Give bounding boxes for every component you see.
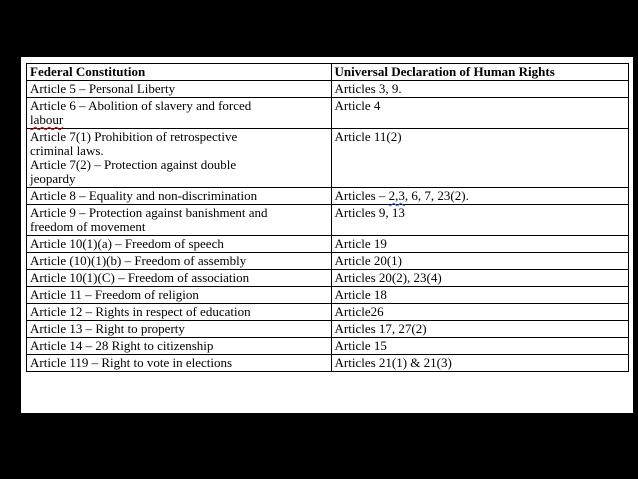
table-row [27, 205, 629, 236]
table-row [27, 338, 629, 355]
table-header-row [27, 64, 629, 81]
row-udhr-cell: Articles 9, 13 [331, 205, 629, 236]
row-udhr-cell: Articles 20(2), 23(4) [331, 270, 629, 287]
row-udhr-cell: Article 19 [331, 236, 629, 253]
cell-line: Article (10)(1)(b) – Freedom of assembly [30, 253, 247, 268]
row-udhr-cell: Article 20(1) [331, 253, 629, 270]
cell-line: Article 13 – Right to property [30, 321, 185, 336]
row-fc-cell [27, 304, 332, 321]
cell-line: Article 6 – Abolition of slavery and forced [30, 98, 252, 113]
cell-line: Article 10(1)(C) – Freedom of association [30, 270, 250, 285]
cell-line: criminal laws. [30, 143, 104, 158]
row-fc-cell [27, 236, 332, 253]
row-fc-cell [27, 98, 332, 129]
cell-prefix: Articles – [334, 188, 389, 203]
row-fc-cell [27, 129, 332, 188]
header-federal-constitution: Federal Constitution [27, 64, 332, 81]
cell-line: Article 9 – Protection against banishment and [30, 205, 268, 220]
cell-line: Article 11 – Freedom of religion [30, 287, 199, 302]
cell-line: Article 8 – Equality and non-discrimination [30, 188, 258, 203]
table-row [27, 129, 629, 188]
row-udhr-cell: Article 4 [331, 98, 629, 129]
table-row [27, 253, 629, 270]
row-udhr-cell: Articles 17, 27(2) [331, 321, 629, 338]
row-udhr-cell: Article26 [331, 304, 629, 321]
row-fc-cell [27, 338, 332, 355]
row-udhr-cell: Articles 3, 9. [331, 81, 629, 98]
table-row [27, 355, 629, 372]
table-row [27, 81, 629, 98]
table-row [27, 304, 629, 321]
row-fc-cell [27, 355, 332, 372]
table-row [27, 98, 629, 129]
row-fc-cell [27, 188, 332, 205]
row-udhr-cell: Article 15 [331, 338, 629, 355]
table-row [27, 188, 629, 205]
cell-line: Article 7(1) Prohibition of retrospective [30, 129, 238, 144]
cell-line: Article 10(1)(a) – Freedom of speech [30, 236, 224, 251]
cell-line: Article 7(2) – Protection against double [30, 157, 237, 172]
header-udhr: Universal Declaration of Human Rights [331, 64, 629, 81]
cell-line: Article 14 – 28 Right to citizenship [30, 338, 214, 353]
row-udhr-cell: Article 18 [331, 287, 629, 304]
table-row [27, 287, 629, 304]
row-fc-cell [27, 253, 332, 270]
table-row [27, 321, 629, 338]
cell-line-spellcheck: labour [30, 112, 64, 127]
row-fc-cell [27, 81, 332, 98]
cell-line: Article 12 – Rights in respect of education [30, 304, 251, 319]
cell-grammar-mark: 2,3 [388, 188, 405, 203]
cell-line: Article 5 – Personal Liberty [30, 81, 176, 96]
row-udhr-cell [331, 188, 629, 205]
row-fc-cell [27, 321, 332, 338]
cell-suffix: , 6, 7, 23(2). [404, 188, 469, 203]
row-udhr-cell: Articles 21(1) & 21(3) [331, 355, 629, 372]
comparison-table [26, 63, 629, 372]
cell-line: Article 119 – Right to vote in elections [30, 355, 233, 370]
table-row [27, 270, 629, 287]
cell-line: jeopardy [30, 171, 76, 186]
row-fc-cell [27, 205, 332, 236]
row-fc-cell [27, 287, 332, 304]
table-row [27, 236, 629, 253]
row-udhr-cell: Article 11(2) [331, 129, 629, 188]
row-fc-cell [27, 270, 332, 287]
document-sheet [21, 57, 633, 413]
cell-line: freedom of movement [30, 219, 146, 234]
